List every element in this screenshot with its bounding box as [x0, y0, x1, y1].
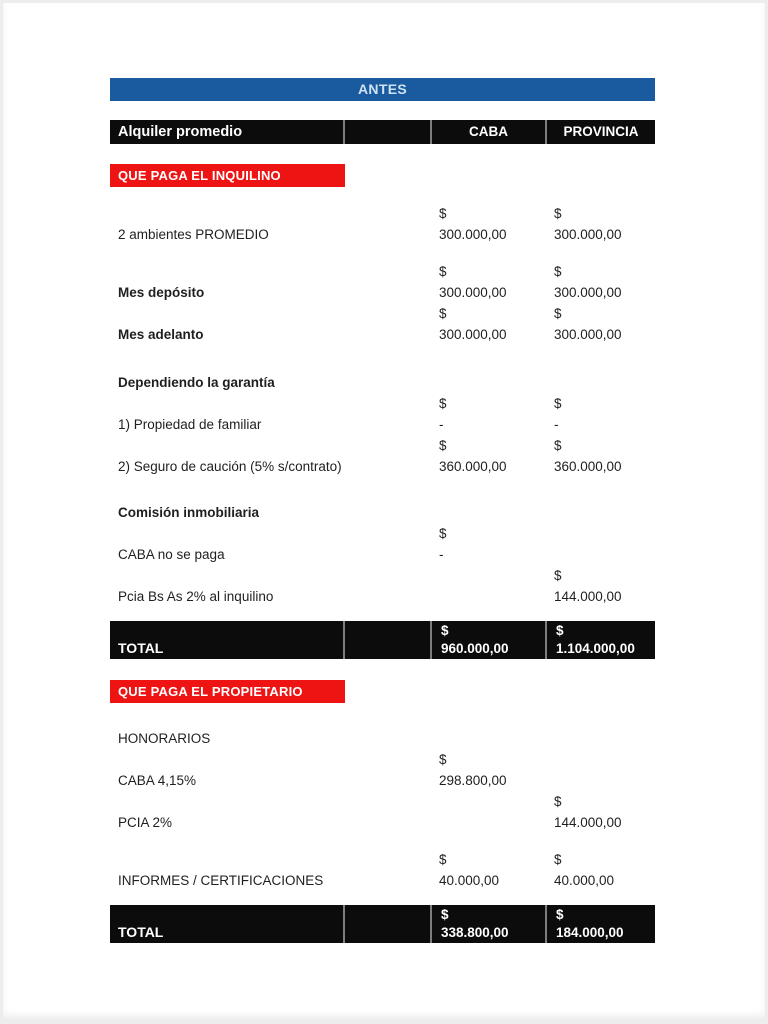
- caba-amount-cell: [430, 393, 545, 435]
- subheading: Comisión inmobiliaria: [118, 505, 260, 520]
- table-row: [110, 565, 655, 607]
- table-row: [110, 791, 655, 833]
- row-label: Pcia Bs As 2% al inquilino: [118, 589, 274, 604]
- table-row: [110, 749, 655, 791]
- amount-value: 300.000,00: [439, 285, 507, 300]
- caba-amount-cell: [430, 749, 545, 791]
- amount-value: 360.000,00: [439, 459, 507, 474]
- amount-value: 300.000,00: [554, 327, 622, 342]
- header-caba: CABA: [430, 120, 545, 144]
- total-provincia-cell: [545, 905, 655, 943]
- amount-value: 40.000,00: [439, 873, 500, 888]
- caba-amount-cell: [430, 261, 545, 303]
- table-row: [110, 303, 655, 345]
- amount-value: 144.000,00: [554, 589, 622, 604]
- amount-value: [554, 544, 655, 565]
- amount-value: -: [554, 417, 559, 432]
- amount-value: 184.000,00: [556, 925, 624, 940]
- amount-value: 298.800,00: [439, 773, 507, 788]
- total-row-propietario: [110, 905, 655, 943]
- caba-amount-cell: [430, 565, 545, 607]
- comparison-table: [110, 78, 655, 943]
- provincia-amount-cell: [545, 749, 655, 791]
- caba-amount-cell: [430, 523, 545, 565]
- row-label: Mes adelanto: [118, 327, 204, 342]
- currency-symbol: $: [554, 306, 562, 321]
- header-provincia: PROVINCIA: [545, 120, 655, 144]
- amount-value: 360.000,00: [554, 459, 622, 474]
- currency-symbol: $: [439, 206, 447, 221]
- provincia-amount-cell: [545, 565, 655, 607]
- amount-value: -: [439, 417, 444, 432]
- amount-value: 40.000,00: [554, 873, 615, 888]
- section-title-propietario: QUE PAGA EL PROPIETARIO: [110, 680, 345, 703]
- total-caba-cell: [430, 905, 545, 943]
- currency-symbol: $: [554, 438, 562, 453]
- amount-value: 300.000,00: [554, 227, 622, 242]
- empty-cell: [343, 749, 430, 791]
- currency-symbol: $: [554, 852, 562, 867]
- empty-cell: [343, 435, 430, 477]
- currency-symbol: $: [439, 852, 447, 867]
- empty-cell: [343, 621, 430, 659]
- table-row: [110, 393, 655, 435]
- caba-amount-cell: [430, 435, 545, 477]
- currency-symbol: $: [441, 623, 449, 638]
- row-label: 1) Propiedad de familiar: [118, 417, 262, 432]
- empty-cell: [343, 261, 430, 303]
- currency-symbol: $: [554, 568, 562, 583]
- header-alquiler-promedio: Alquiler promedio: [118, 124, 243, 140]
- section-title-inquilino: QUE PAGA EL INQUILINO: [110, 164, 345, 187]
- row-label: Mes depósito: [118, 285, 205, 300]
- row-label: 2 ambientes PROMEDIO: [118, 227, 269, 242]
- total-row-inquilino: [110, 621, 655, 659]
- table-row: [110, 523, 655, 565]
- period-banner: ANTES: [110, 78, 655, 101]
- table-row: [110, 435, 655, 477]
- empty-cell: [343, 303, 430, 345]
- row-label: CABA 4,15%: [118, 773, 197, 788]
- table-row: [110, 261, 655, 303]
- provincia-amount-cell: [545, 261, 655, 303]
- currency-symbol: $: [554, 206, 562, 221]
- empty-cell: [343, 849, 430, 891]
- amount-value: [439, 586, 545, 607]
- table-row: [110, 203, 655, 245]
- row-label: INFORMES / CERTIFICACIONES: [118, 873, 324, 888]
- currency-symbol: $: [554, 264, 562, 279]
- amount-value: [554, 770, 655, 791]
- total-label: TOTAL: [118, 924, 164, 940]
- amount-value: 144.000,00: [554, 815, 622, 830]
- provincia-amount-cell: [545, 523, 655, 565]
- total-caba-cell: [430, 621, 545, 659]
- provincia-amount-cell: [545, 303, 655, 345]
- caba-amount-cell: [430, 849, 545, 891]
- currency-symbol: $: [554, 794, 562, 809]
- currency-symbol: $: [439, 752, 447, 767]
- table-header-row: [110, 120, 655, 144]
- provincia-amount-cell: [545, 435, 655, 477]
- amount-value: 300.000,00: [439, 327, 507, 342]
- provincia-amount-cell: [545, 203, 655, 245]
- subheading: HONORARIOS: [118, 731, 211, 746]
- empty-cell: [343, 393, 430, 435]
- currency-symbol: [554, 749, 655, 770]
- empty-cell: [343, 791, 430, 833]
- caba-amount-cell: [430, 303, 545, 345]
- currency-symbol: [439, 791, 545, 812]
- row-label: PCIA 2%: [118, 815, 173, 830]
- empty-cell: [343, 203, 430, 245]
- currency-symbol: $: [556, 907, 564, 922]
- provincia-amount-cell: [545, 791, 655, 833]
- currency-symbol: $: [439, 306, 447, 321]
- amount-value: [439, 812, 545, 833]
- caba-amount-cell: [430, 203, 545, 245]
- caba-amount-cell: [430, 791, 545, 833]
- amount-value: 960.000,00: [441, 641, 509, 656]
- currency-symbol: $: [439, 264, 447, 279]
- currency-symbol: $: [556, 623, 564, 638]
- header-empty-cell: [343, 120, 430, 144]
- row-label: 2) Seguro de caución (5% s/contrato): [118, 459, 342, 474]
- amount-value: 300.000,00: [554, 285, 622, 300]
- empty-cell: [343, 523, 430, 565]
- total-label: TOTAL: [118, 640, 164, 656]
- amount-value: 338.800,00: [441, 925, 509, 940]
- currency-symbol: [439, 565, 545, 586]
- amount-value: -: [439, 547, 444, 562]
- provincia-amount-cell: [545, 393, 655, 435]
- amount-value: 300.000,00: [439, 227, 507, 242]
- empty-cell: [343, 905, 430, 943]
- table-row: [110, 849, 655, 891]
- currency-symbol: $: [441, 907, 449, 922]
- row-label: CABA no se paga: [118, 547, 225, 562]
- currency-symbol: $: [439, 438, 447, 453]
- currency-symbol: $: [439, 526, 447, 541]
- currency-symbol: $: [554, 396, 562, 411]
- amount-value: 1.104.000,00: [556, 641, 635, 656]
- empty-cell: [343, 565, 430, 607]
- total-provincia-cell: [545, 621, 655, 659]
- currency-symbol: [554, 523, 655, 544]
- provincia-amount-cell: [545, 849, 655, 891]
- currency-symbol: $: [439, 396, 447, 411]
- subheading: Dependiendo la garantía: [118, 375, 275, 390]
